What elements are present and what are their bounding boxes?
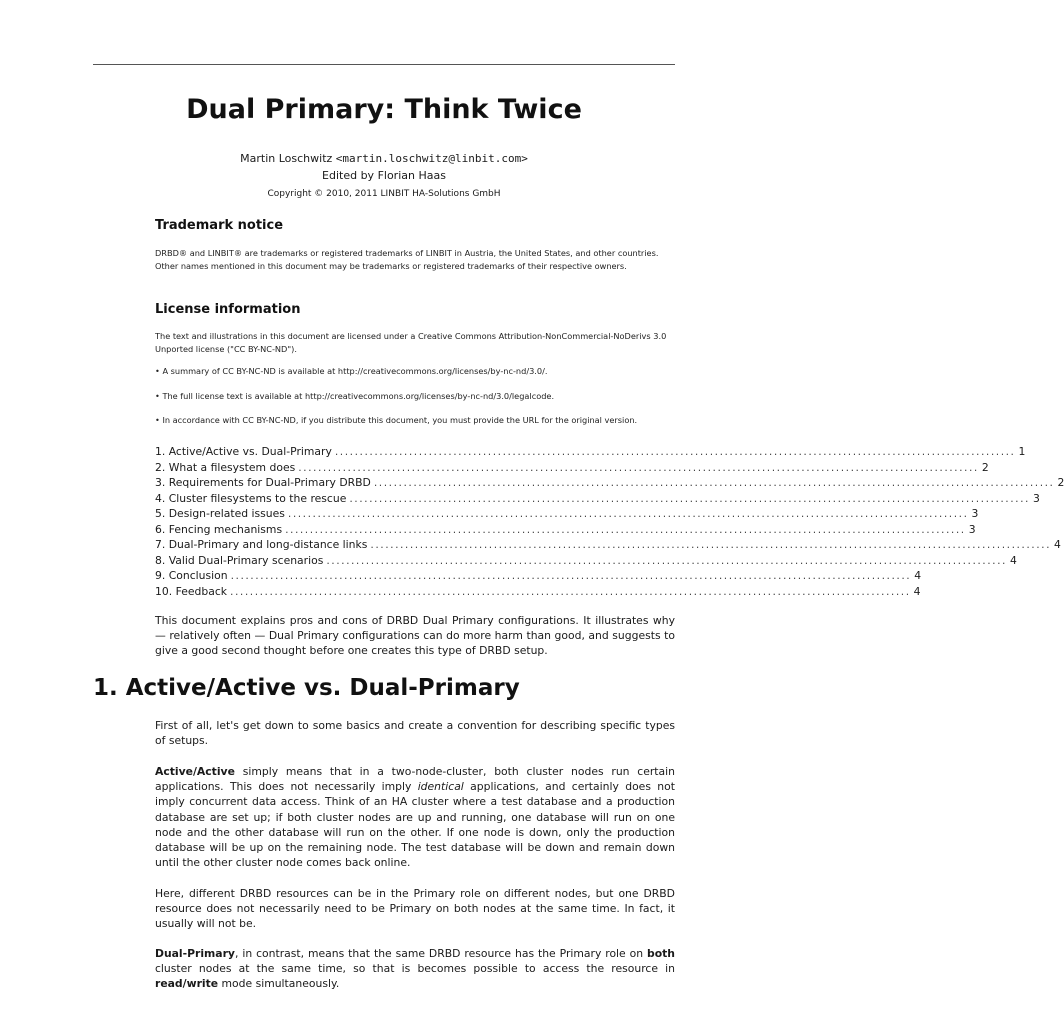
toc-entry[interactable] bbox=[155, 506, 979, 522]
toc-leader: .......................................................................................................................................... bbox=[349, 491, 1030, 505]
toc-leader: .......................................................................................................................................... bbox=[370, 538, 1052, 551]
trademark-text: DRBD® and LINBIT® are trademarks or registered trademarks of LINBIT in Austria, the United States, and other countries. Other names mentioned in this document may be trademarks or registered trademarks of their respective owners. bbox=[155, 248, 659, 271]
toc-entry[interactable] bbox=[155, 568, 922, 584]
p4-text-b: cluster nodes at the same time, so that is becomes possible to access the resource in bbox=[155, 962, 675, 976]
toc-entry-label[interactable]: 2. What a filesystem does bbox=[155, 460, 296, 474]
toc-entry-page: 3 bbox=[971, 507, 979, 520]
toc-leader: .......................................................................................................................................... bbox=[287, 507, 969, 520]
toc-entry-page: 2 bbox=[981, 460, 989, 474]
copyright-line: Copyright © 2010, 2011 LINBIT HA-Solutions GmbH bbox=[267, 189, 501, 199]
license-bullet-3-text: In accordance with CC BY-NC-ND, if you distribute this document, you must provide the URL for the original version. bbox=[162, 415, 638, 425]
table-of-contents bbox=[155, 444, 1064, 599]
section-1-paragraph-1: First of all, let's get down to some basics and create a convention for describing specific types of setups. bbox=[155, 719, 675, 748]
toc-entry-label[interactable]: 10. Feedback bbox=[155, 584, 228, 598]
license-bullet-2: • The full license text is available at http://creativecommons.org/licenses/by-nc-nd/3.0/legalcode. bbox=[155, 391, 555, 401]
toc-entry-page: 1 bbox=[1018, 445, 1026, 458]
toc-entry[interactable] bbox=[155, 460, 989, 476]
toc-entry-page: 3 bbox=[1032, 491, 1040, 505]
p4-text-a: , in contrast, means that the same DRBD resource has the Primary role on bbox=[234, 947, 647, 960]
toc-leader: .......................................................................................................................................... bbox=[326, 553, 1007, 567]
toc-leader: .......................................................................................................................................... bbox=[285, 522, 966, 536]
section-1-paragraph-3: Here, different DRBD resources can be in the Primary role on different nodes, but one DRBD resource does not necessarily need to be Primary on both nodes at the same time. In fact, it usually will not be. bbox=[155, 887, 675, 931]
toc-entry[interactable] bbox=[155, 522, 976, 538]
toc-entry-label[interactable]: 8. Valid Dual-Primary scenarios bbox=[155, 553, 324, 567]
emphasis-read-write: read/write bbox=[155, 977, 219, 991]
toc-entry[interactable] bbox=[155, 491, 1040, 507]
toc-entry-label[interactable]: 1. Active/Active vs. Dual-Primary bbox=[155, 445, 332, 458]
license-bullet-1: • A summary of CC BY-NC-ND is available at http://creativecommons.org/licenses/by-nc-nd/3.0/. bbox=[155, 366, 548, 376]
section-1-heading: 1. Active/Active vs. Dual-Primary bbox=[93, 675, 520, 701]
author-email[interactable]: <martin.loschwitz@linbit.com> bbox=[335, 152, 528, 165]
p4-text-c: mode simultaneously. bbox=[218, 977, 340, 991]
editor-line: Edited by Florian Haas bbox=[322, 169, 446, 182]
toc-entry-label[interactable]: 9. Conclusion bbox=[155, 569, 228, 582]
toc-entry-label[interactable]: 4. Cluster filesystems to the rescue bbox=[155, 491, 347, 505]
toc-entry-page: 4 bbox=[913, 584, 921, 598]
toc-entry[interactable] bbox=[155, 444, 1026, 460]
section-1-paragraph-2 bbox=[155, 764, 675, 870]
intro-paragraph: This document explains pros and cons of DRBD Dual Primary configurations. It illustrates why — relatively often — Dual Primary configurations can do more harm than good, and suggests to give a good second thought before one creates this type of DRBD setup. bbox=[155, 614, 675, 658]
toc-entry-page: 3 bbox=[968, 522, 976, 536]
toc-entry[interactable] bbox=[155, 537, 1061, 553]
toc-entry[interactable] bbox=[155, 553, 1017, 569]
term-dual-primary: Dual-Primary bbox=[155, 947, 235, 960]
toc-entry-label[interactable]: 3. Requirements for Dual-Primary DRBD bbox=[155, 476, 371, 489]
license-bullet-1-text[interactable]: A summary of CC BY-NC-ND is available at http://creativecommons.org/licenses/by-nc-nd/3.0/. bbox=[162, 366, 548, 376]
p2-text-b: applications, and certainly does not imply concurrent data access. Think of an HA cluster where a test database and a production database are set up; if both cluster nodes are up and running, one database will run on one node and the other database will run on the other. If one node is down, only the production database will be up on the remaining node. The test database will be down and remain down until the other cluster node comes back online. bbox=[155, 780, 675, 870]
toc-entry-label[interactable]: 6. Fencing mechanisms bbox=[155, 522, 283, 536]
license-bullet-3: • In accordance with CC BY-NC-ND, if you distribute this document, you must provide the URL for the original version. bbox=[155, 415, 638, 425]
term-active-active: Active/Active bbox=[155, 765, 235, 778]
emphasis-both: both bbox=[647, 947, 675, 960]
toc-entry[interactable] bbox=[155, 584, 921, 600]
section-1-paragraph-4 bbox=[155, 946, 675, 992]
toc-leader: .......................................................................................................................................... bbox=[298, 460, 979, 474]
toc-leader: .......................................................................................................................................... bbox=[373, 476, 1055, 489]
toc-entry-page: 4 bbox=[1054, 538, 1061, 551]
toc-leader: .......................................................................................................................................... bbox=[230, 584, 911, 598]
toc-leader: .......................................................................................................................................... bbox=[334, 445, 1016, 458]
trademark-heading: Trademark notice bbox=[155, 218, 284, 233]
toc-entry-label[interactable]: 5. Design-related issues bbox=[155, 507, 285, 520]
p2-text-a: simply means that in a two-node-cluster, both cluster nodes run certain applications. This does not necessarily imply bbox=[155, 765, 675, 794]
license-text: The text and illustrations in this document are licensed under a Creative Commons Attribution-NonCommercial-NoDerivs 3.0 Unported license ("CC BY-NC-ND"). bbox=[155, 331, 667, 354]
toc-entry-page: 4 bbox=[1009, 553, 1017, 567]
header-rule bbox=[93, 64, 675, 65]
toc-leader: .......................................................................................................................................... bbox=[230, 569, 912, 582]
document-title: Dual Primary: Think Twice bbox=[186, 94, 582, 125]
author-name: Martin Loschwitz bbox=[240, 152, 333, 165]
license-heading: License information bbox=[155, 302, 301, 317]
emphasis-identical: identical bbox=[417, 780, 464, 794]
toc-entry-page: 4 bbox=[914, 569, 922, 582]
toc-entry-label[interactable]: 7. Dual-Primary and long-distance links bbox=[155, 538, 368, 551]
license-bullet-2-text[interactable]: The full license text is available at http://creativecommons.org/licenses/by-nc-nd/3.0/legalcode. bbox=[162, 391, 555, 401]
toc-entry[interactable] bbox=[155, 475, 1064, 491]
author-line bbox=[0, 151, 768, 167]
toc-entry-page: 2 bbox=[1057, 476, 1064, 489]
